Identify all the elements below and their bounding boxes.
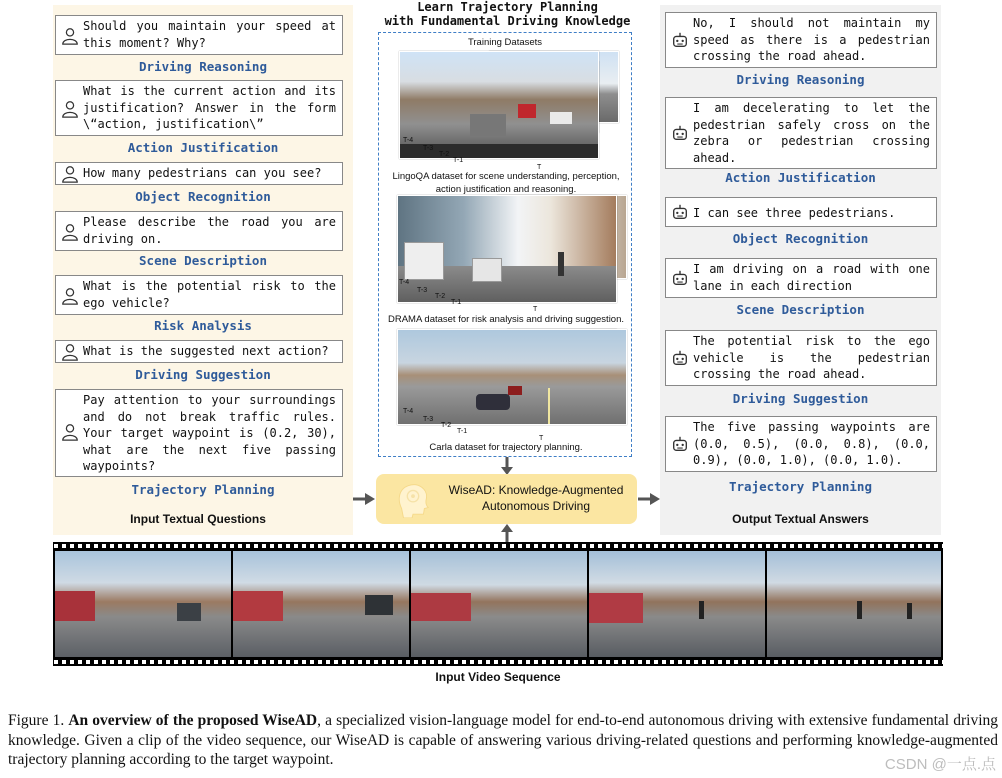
input-video-filmstrip — [53, 542, 943, 666]
robot-icon — [671, 124, 689, 142]
caption-bold: An overview of the proposed WiseAD — [68, 712, 318, 729]
vehicle-shape — [470, 114, 506, 136]
question-text: What is the potential risk to the ego vehicle? — [83, 279, 336, 310]
vehicle-shape — [476, 394, 510, 410]
answer-box — [665, 330, 937, 386]
time-label: T-2 — [441, 422, 452, 429]
category-label: Object Recognition — [135, 189, 271, 204]
answer-box — [665, 197, 937, 227]
category-label: Driving Reasoning — [139, 59, 267, 74]
answer-text: The potential risk to the ego vehicle is the pedestrian crossing the road ahead. — [693, 334, 930, 381]
center-title: Learn Trajectory Planning with Fundamental Driving Knowledge — [384, 0, 631, 28]
question-text: How many pedestrians can you see? — [83, 166, 322, 180]
caption-text: , a specialized vision-language model for end-to-end autonomous driving with extensive fundamental driving knowledge. Given a clip of the video sequence, our WiseAD is capable of answering various driving-related questions and performing knowledge-augmented trajectory planning according to the target waypoint. — [8, 712, 999, 768]
user-icon — [61, 223, 79, 241]
time-label: T — [537, 164, 542, 171]
time-label: T-4 — [399, 279, 410, 286]
wisead-model-box — [376, 474, 637, 524]
vehicle-shape — [404, 242, 444, 280]
lane-marking — [548, 388, 550, 425]
vehicle-shape — [518, 104, 536, 118]
category-label: Driving Suggestion — [732, 391, 869, 406]
film-frame — [767, 551, 941, 657]
answer-box — [665, 12, 937, 68]
pedestrian-shape — [699, 601, 704, 619]
category-label: Scene Description — [139, 253, 267, 268]
time-label: T-2 — [439, 151, 450, 158]
right-arrow — [638, 493, 660, 505]
robot-icon — [671, 203, 689, 221]
answer-box — [665, 258, 937, 298]
time-label: T-1 — [451, 299, 462, 306]
category-label: Scene Description — [736, 302, 865, 317]
right-arrow — [353, 493, 375, 505]
video-frame — [397, 195, 617, 303]
robot-icon — [671, 435, 689, 453]
time-label: T-4 — [403, 137, 414, 144]
user-icon — [61, 423, 79, 441]
brain-head-icon — [394, 480, 432, 518]
time-label: T-1 — [453, 157, 464, 164]
user-icon — [61, 100, 79, 118]
answer-box — [665, 97, 937, 169]
answer-text: I am decelerating to let the pedestrian safely cross on the zebra or pedestrian crossing ahead. — [693, 101, 930, 165]
robot-icon — [671, 349, 689, 367]
vehicle-shape — [550, 112, 572, 124]
time-label: T-4 — [403, 408, 414, 415]
user-icon — [61, 287, 79, 305]
category-label: Trajectory Planning — [131, 482, 275, 497]
category-label: Risk Analysis — [154, 318, 252, 333]
input-video-label: Input Video Sequence — [435, 670, 561, 684]
video-frame — [399, 51, 599, 159]
barrier-shape — [411, 593, 471, 621]
film-sprocket-top — [53, 542, 943, 550]
film-frame — [411, 551, 587, 657]
category-label: Driving Reasoning — [736, 72, 865, 87]
video-frame — [397, 329, 627, 425]
vehicle-shape — [365, 595, 393, 615]
question-box — [55, 162, 343, 185]
down-arrow — [500, 457, 514, 475]
user-icon — [61, 165, 79, 183]
vehicle-shape — [472, 258, 502, 282]
pedestrian-shape — [857, 601, 862, 619]
up-arrow — [500, 524, 514, 542]
category-label: Action Justification — [127, 140, 279, 155]
lingoqa-frames — [399, 51, 629, 167]
user-icon — [61, 343, 79, 361]
film-frame — [589, 551, 765, 657]
film-frame — [233, 551, 409, 657]
output-answers-label: Output Textual Answers — [732, 512, 869, 526]
question-box — [55, 211, 343, 251]
watermark: CSDN @一点.点 — [884, 756, 996, 773]
question-box — [55, 80, 343, 136]
barrier-shape — [233, 591, 283, 621]
question-text: What is the suggested next action? — [83, 344, 329, 358]
question-text: Should you maintain your speed at this moment? Why? — [83, 19, 336, 50]
question-text: What is the current action and its justification? Answer in the form \“action, justification\” — [83, 84, 336, 131]
film-sprocket-bottom — [53, 658, 943, 666]
question-box — [55, 275, 343, 315]
question-text: Pay attention to your surroundings and do not break traffic rules. Your target waypoint is (0.2, 30), what are the next five passing waypoints? — [83, 393, 336, 473]
vehicle-shape — [508, 386, 522, 395]
figure-caption — [8, 711, 998, 770]
time-label: T-3 — [417, 287, 428, 294]
answer-text: I can see three pedestrians. — [693, 206, 896, 220]
category-label: Trajectory Planning — [729, 479, 872, 494]
time-label: T-3 — [423, 145, 434, 152]
answer-text: No, I should not maintain my speed as there is a pedestrian crossing the road ahead. — [693, 16, 930, 63]
time-label: T — [539, 435, 544, 442]
dataset-caption: LingoQA dataset for scene understanding, perception, action justification and reasoning. — [392, 171, 620, 195]
caption-prefix: Figure 1. — [8, 712, 69, 729]
barrier-shape — [589, 593, 643, 623]
robot-icon — [671, 31, 689, 49]
dataset-caption: DRAMA dataset for risk analysis and driving suggestion. — [387, 314, 625, 325]
pedestrian-shape — [558, 252, 564, 276]
category-label: Driving Suggestion — [135, 367, 271, 382]
answer-text: I am driving on a road with one lane in each direction — [693, 262, 930, 293]
question-box — [55, 15, 343, 55]
time-label: T-3 — [423, 416, 434, 423]
question-box — [55, 340, 343, 363]
answer-box — [665, 416, 937, 472]
answer-text: The five passing waypoints are (0.0, 0.5), (0.0, 0.8), (0.0, 0.9), (0.0, 1.0), (0.0, 1.0). — [693, 420, 930, 467]
barrier-shape — [55, 591, 95, 621]
category-label: Action Justification — [725, 170, 876, 185]
pedestrian-shape — [907, 603, 912, 619]
question-box — [55, 389, 343, 477]
drama-frames — [397, 195, 627, 313]
vehicle-shape — [177, 603, 201, 621]
training-datasets-label: Training Datasets — [467, 37, 543, 48]
film-frame — [55, 551, 231, 657]
dataset-caption: Carla dataset for trajectory planning. — [429, 442, 583, 453]
category-label: Object Recognition — [732, 231, 869, 246]
input-questions-label: Input Textual Questions — [130, 512, 266, 526]
time-label: T — [533, 306, 538, 313]
training-datasets-box — [378, 32, 632, 457]
robot-icon — [671, 269, 689, 287]
user-icon — [61, 27, 79, 45]
wisead-label: WiseAD: Knowledge-Augmented Autonomous Driving — [448, 483, 624, 513]
time-label: T-1 — [457, 428, 468, 435]
question-text: Please describe the road you are driving on. — [83, 215, 336, 246]
time-label: T-2 — [435, 293, 446, 300]
